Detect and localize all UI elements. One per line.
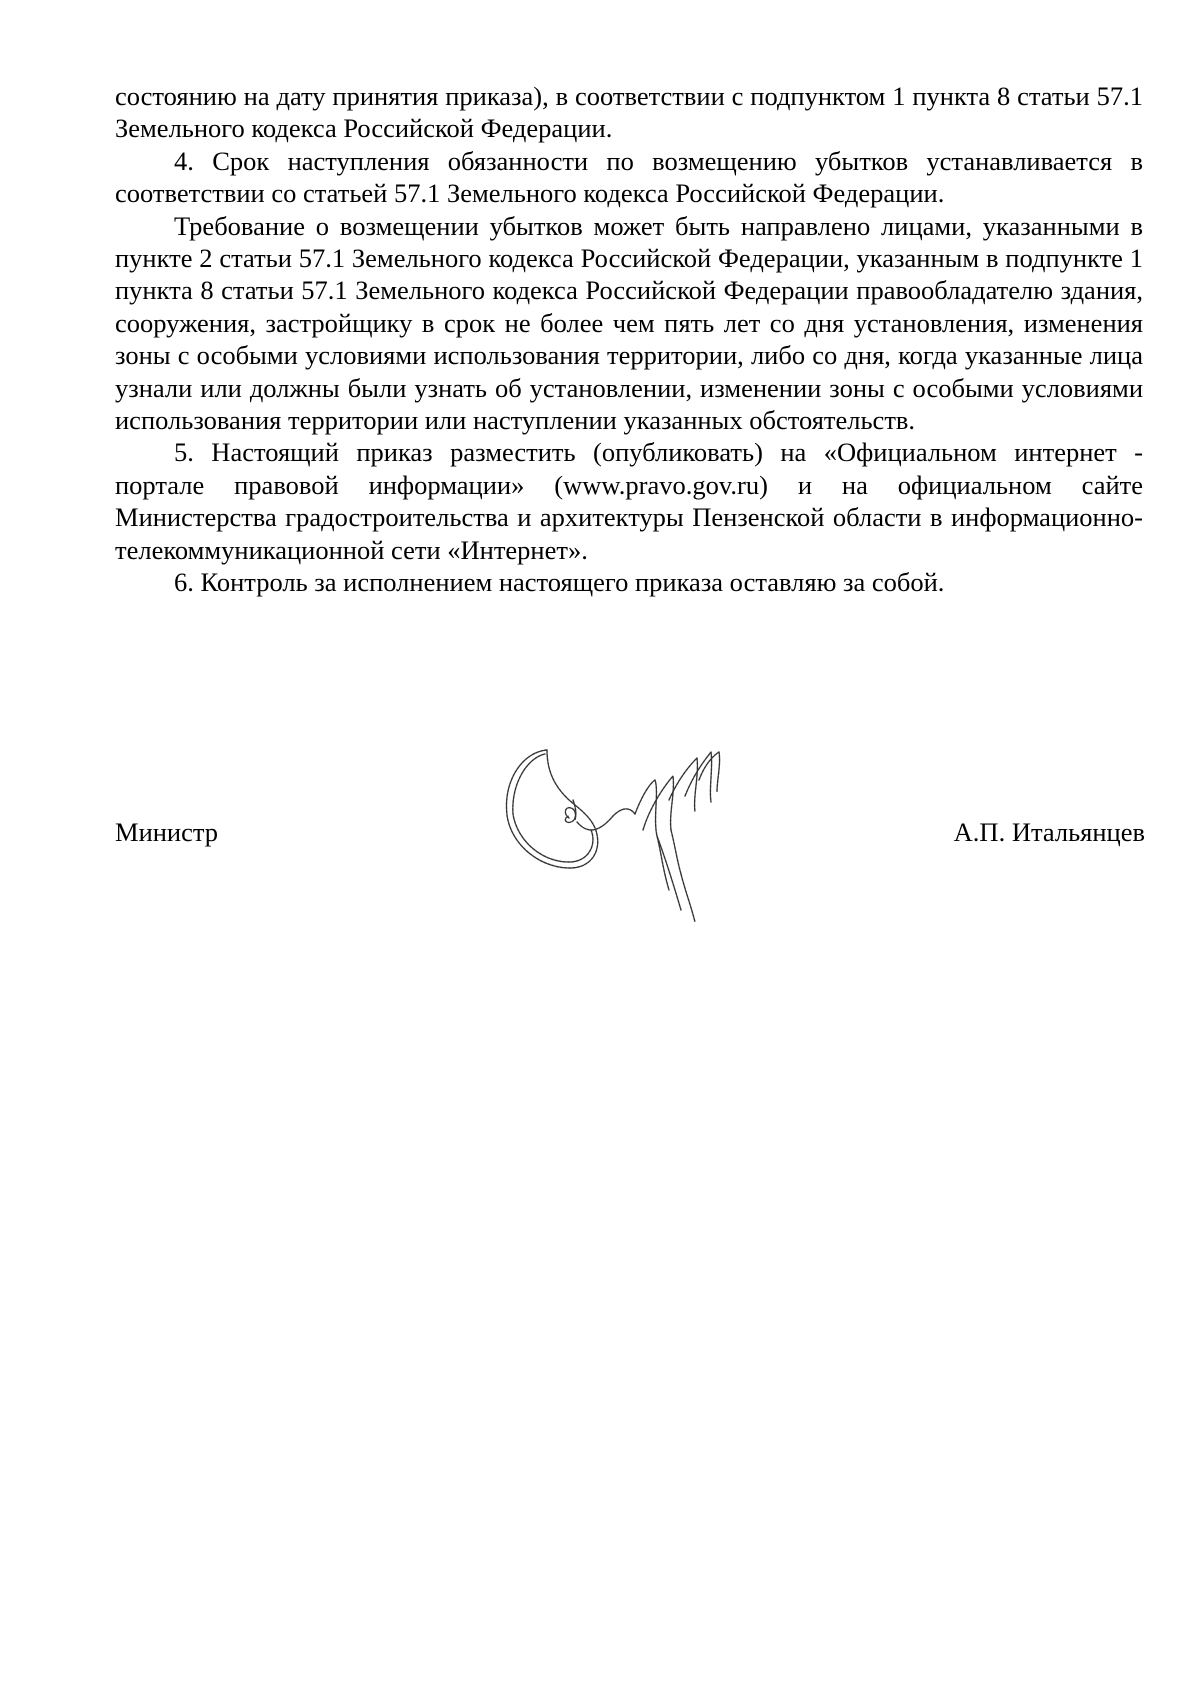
signatory-title: Министр — [115, 817, 219, 847]
paragraph-item-4: 4. Срок наступления обязанности по возмещению убытков устанавливается в соответствии со статьей 57.1 Земельного кодекса Российской Федерации. — [115, 145, 1143, 209]
signatory-name: А.П. Итальянцев — [953, 817, 1145, 847]
document-body — [115, 80, 1143, 599]
signature-block — [115, 740, 1145, 940]
paragraph-damages-claim: Требование о возмещении убытков может быть направлено лицами, указанными в пункте 2 статьи 57.1 Земельного кодекса Российской Федерации, указанным в подпункте 1 пункта 8 статьи 57.1 Земельного кодекса Российской Федерации правообладателю здания, сооружения, застройщику в срок не более чем пять лет со дня установления, изменения зоны с особыми условиями использования территории, либо со дня, когда указанные лица узнали или должны были узнать об установлении, изменении зоны с особыми условиями использования территории или наступлении указанных обстоятельств. — [115, 210, 1143, 436]
paragraph-item-6: 6. Контроль за исполнением настоящего приказа оставляю за собой. — [174, 567, 945, 598]
paragraph-continuation: состоянию на дату принятия приказа), в соответствии с подпунктом 1 пункта 8 статьи 57.1 Земельного кодекса Российской Федерации. — [115, 81, 1143, 144]
paragraph-item-5: 5. Настоящий приказ разместить (опубликовать) на «Официальном интернет - портале правовой информации» (www.pravo.gov.ru) и на официальном сайте Министерства градостроительства и архитектуры Пензенской области в информационно-телекоммуникационной сети «Интернет». — [115, 437, 1143, 565]
handwritten-signature — [485, 740, 775, 930]
